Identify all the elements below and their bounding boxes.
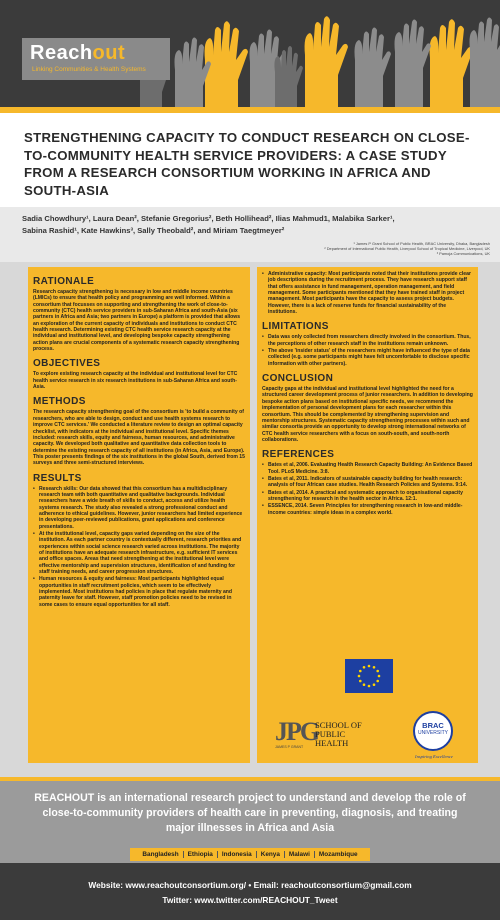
- affiliations: [230, 241, 490, 256]
- references-heading: REFERENCES: [262, 449, 335, 461]
- affiliation-3: ³ Pamoja Communications, UK: [436, 251, 490, 256]
- country-list: [130, 848, 370, 861]
- brac-tagline: Inspiring Excellence: [415, 754, 453, 759]
- jpg-line-1: SCHOOL OF: [315, 720, 362, 730]
- poster-body: [0, 262, 500, 777]
- limitations-list: [262, 334, 473, 367]
- author-list: [22, 213, 452, 236]
- reference-item: • ESSENCE, 2014. Seven Principles for strengthening research in low-and middle-income countries: simple ideas in a complex world.: [262, 503, 473, 516]
- affiliation-1: ¹ James P Grant School of Public Health, BRAC University, Dhaka, Bangladesh: [353, 241, 490, 246]
- eu-flag-icon: [345, 659, 393, 693]
- admin-capacity-item: • Administrative capacity: Most participants noted that their institutions provide clear job descriptions during the recruitment process. They have research support staff that offers assistance in fund management, operation management, and field management. Some participants mentioned that they have trained staff in project management. Most participants have the capacity to assess project budgets. However, there is a lack of reserve funds for financial sustainability of the institutions.: [262, 271, 473, 315]
- reference-item: • Bates et al, 2006. Evaluating Health Research Capacity Building: An Evidence Based Tool. PLoS Medicine. 3:8.: [262, 462, 473, 475]
- poster-header: [0, 0, 500, 107]
- brac-name: BRAC: [422, 721, 444, 730]
- jpg-line-3: HEALTH: [315, 738, 349, 748]
- jpg-school-logo: [275, 717, 375, 753]
- methods-heading: METHODS: [33, 396, 86, 408]
- country-item: Kenya: [256, 851, 284, 858]
- country-item: Indonesia: [217, 851, 256, 858]
- contact-info: [0, 878, 500, 908]
- affiliation-2: ² Department of International Public Health, Liverpool School of Tropical Medicine, Liverpool, UK: [324, 246, 490, 251]
- left-column: [28, 267, 250, 763]
- methods-text: The research capacity strengthening goal of the consortium is 'to build a community of researchers, who are able to design, conduct and use health systems research to improve CTC services.' We conducted a literature review to design an optimal capacity checklist, with indicators at the individual and institutional level. Specific themes included: research skills, equity and fairness, human resources, and administrative capacity. We developed both qualitative and quantitative data collection tools to determine the existing research capacity of all institutions (in Africa, Asia, and Europe). This poster presents findings of the six institutions in the global South, derived from 15 surveys and three semi-structured interviews.: [33, 409, 245, 467]
- country-item: Malawi: [284, 851, 314, 858]
- brac-university-logo: [405, 711, 463, 761]
- country-item: Ethiopia: [183, 851, 217, 858]
- rationale-text: Research capacity strengthening is necessary in low and middle income countries (LMICs) to ensure that health policy and programming are well informed. Within a consortium that focusses on supporting and strengthening the work of close-to- community (CTC) health service providers in sub-Saharan Africa and south-Asia (six partners in Africa and Asia; two partners in Europe) a platform is provided that allows an exploration of the current capacity of individuals and institutions to conduct CTC health research. Determining existing CTC health service research capacity at the individual and institutional level, and developing bespoke capacity strengthening action plans are crucial components of a systematic research capacity strengthening process.: [33, 289, 241, 353]
- twitter-line[interactable]: Twitter: www.twitter.com/REACHOUT_Tweet: [162, 895, 338, 905]
- references-list: [262, 462, 473, 516]
- reachout-logo-wordmark: Reachout: [30, 42, 126, 64]
- right-column: [257, 267, 478, 763]
- conclusion-text: Capacity gaps at the individual and institutional level highlighted the need for a structured career development process of junior researchers. In addition to developing bespoke action plans based on institutional specific needs, we recommend the implementation of personal development plans for each researcher within this consortium. This should be complemented by strengthening supervision and mentorship structures. Systematic capacity strengthening processes within such and similar consortia provide an opportunity to develop strong international networks of CTC health service researchers with a focus on south-south, and south-north collaborations.: [262, 386, 473, 443]
- jpg-sub-text: JAMES P GRANT: [275, 745, 304, 749]
- author-line-1: Sadia Chowdhury¹, Laura Dean², Stefanie Gregorius², Beth Hollihead², Ilias Mahmud1, Malabika Sarker¹,: [22, 214, 395, 223]
- limitations-heading: LIMITATIONS: [262, 321, 329, 333]
- reference-item: • Bates et al, 2014. A practical and systematic approach to organisational capacity strengthening for research in the health sector in Africa. 12:1.: [262, 490, 473, 503]
- conclusion-heading: CONCLUSION: [262, 373, 334, 385]
- jpg-logo-mark: JPG: [275, 717, 319, 746]
- eu-stars-icon: [345, 659, 393, 693]
- country-item: Mozambique: [314, 851, 362, 858]
- admin-list: [262, 271, 473, 315]
- reference-item: • Bates et al, 2011. Indicators of sustainable capacity building for health research: analysis of four African case studies. Health Research Policies and Systems. 9:14.: [262, 476, 473, 489]
- jpg-line-2: PUBLIC: [315, 729, 346, 739]
- author-line-2: Sabina Rashid¹, Kate Hawkins³, Sally Theobald², and Miriam Taegtmeyer²: [22, 225, 285, 235]
- poster-footer: [0, 777, 500, 920]
- limitations-item: • Data was only collected from researchers directly involved in the consortium. Thus, the perceptions of other research staff in the institutions remain unknown.: [262, 334, 473, 347]
- limitations-item: • The above 'insider status' of the researchers might have influenced the type of data collected (e.g. some participants might have felt uncomfortable to disclose specific information with other partners).: [262, 348, 473, 367]
- jpg-logo-text: [315, 721, 362, 748]
- reachout-logo: [22, 38, 170, 80]
- brac-sub: UNIVERSITY: [417, 730, 448, 736]
- poster-title: STRENGTHENING CAPACITY TO CONDUCT RESEARCH ON CLOSE-TO-COMMUNITY HEALTH SERVICE PROVIDERS: A CASE STUDY FROM A RESEARCH CONSORTIUM WORKING IN AFRICA AND SOUTH-ASIA: [24, 130, 470, 198]
- results-item: • Human resources & equity and fairness: Most participants highlighted equal opportunities in staff recruitment policies, which seem to be effectively implemented. Most institutions had policies in place that regulate maternity and paternity leave for staff. However, staff promotion policies need to be revised in some cases to ensure equal opportunities for all staff.: [33, 576, 245, 608]
- country-item: Bangladesh: [142, 851, 179, 858]
- partner-logos: [257, 653, 468, 763]
- objectives-heading: OBJECTIVES: [33, 358, 101, 370]
- results-list: [33, 486, 245, 609]
- results-item: • Research skills: Our data showed that this consortium has a multidisciplinary research team with both quantitative and qualitative backgrounds. Individual researchers have a wide breath of skills to conduct, access and utilize health systems research. The study also revealed a strong professional conduct and adherence to ethical guidelines. However, junior researchers had limited experience in developing peer-reviewed publications, grant applications and conference presentations.: [33, 486, 245, 530]
- rationale-heading: RATIONALE: [33, 276, 95, 287]
- website-email-line[interactable]: Website: www.reachoutconsortium.org/ • Email: reachoutconsortium@gmail.com: [88, 880, 412, 890]
- results-heading: RESULTS: [33, 472, 82, 484]
- reachout-logo-tagline: Linking Communities & Health Systems: [32, 66, 146, 73]
- results-item: • At the institutional level, capacity gaps varied depending on the size of the institution. As each partner country is contextually different, research priorities and experiences within social science research varied across institutions. The majority of institutions have an adequate research infrastructure, e.g. sufficient IT services and office spaces. Areas that need strengthening at the institutional level were effective mentorship and supervision structures, identification of and funding for staff training needs, and career progression structures.: [33, 531, 245, 575]
- title-area: [0, 107, 500, 207]
- mission-statement: REACHOUT is an international research project to understand and develop the role of close-to-community providers of health care in preventing, diagnosis, and treating major illnesses in Africa and Asia: [34, 792, 466, 834]
- objectives-text: To explore existing research capacity at the individual and institutional level for CTC health service research in six research institutions in sub-Saharan Africa and south-Asia.: [33, 371, 238, 391]
- mission-band: [0, 777, 500, 863]
- authors-area: [0, 207, 500, 262]
